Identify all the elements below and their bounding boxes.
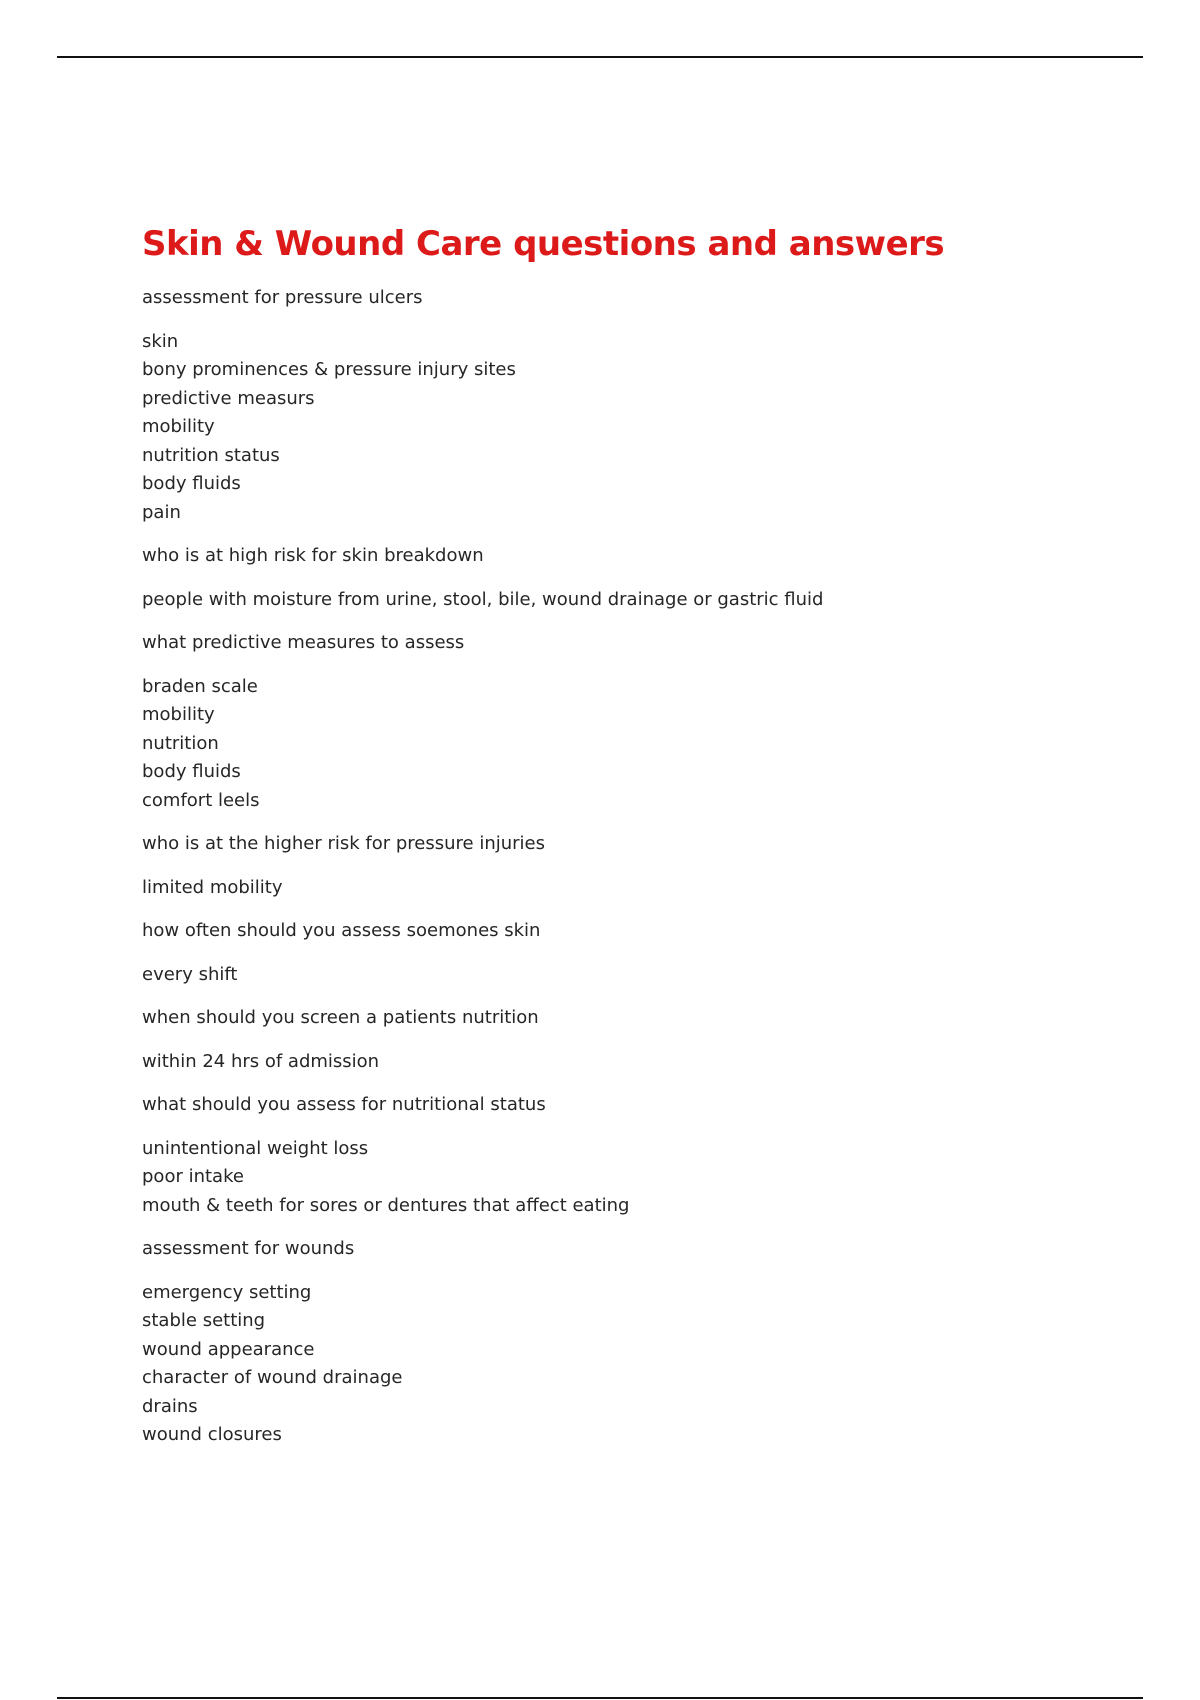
answer-line: wound closures: [142, 1424, 282, 1445]
answer-line: drains: [142, 1395, 198, 1417]
answer-line: stable setting: [142, 1310, 266, 1331]
answer-line: nutrition: [142, 732, 219, 754]
answer-line: emergency setting: [142, 1281, 312, 1303]
answer-line: bony prominences & pressure injury sites: [142, 359, 516, 380]
bottom-rule: [57, 1697, 1143, 1699]
answer-line: character of wound drainage: [142, 1367, 403, 1388]
answer-line: every shift: [142, 963, 238, 985]
qa-item: [142, 629, 1102, 815]
qa-item: [142, 1235, 1102, 1450]
answer-block: [142, 961, 1102, 990]
answer-line: comfort leels: [142, 789, 260, 811]
top-rule: [57, 56, 1143, 58]
answer-line: skin: [142, 330, 179, 352]
document-body: [142, 218, 1102, 1465]
answer-line: mobility: [142, 416, 215, 437]
qa-list: [142, 284, 1102, 1450]
answer-line: within 24 hrs of admission: [142, 1050, 380, 1072]
answer-block: [142, 874, 1102, 903]
answer-line: nutrition status: [142, 444, 280, 466]
question-text: assessment for wounds: [142, 1238, 355, 1259]
question-text: how often should you assess soemones skin: [142, 920, 541, 941]
qa-item: [142, 830, 1102, 902]
answer-line: poor intake: [142, 1166, 244, 1187]
answer-line: body fluids: [142, 761, 241, 782]
qa-item: [142, 284, 1102, 527]
answer-block: [142, 1135, 1102, 1221]
answer-line: limited mobility: [142, 876, 283, 898]
qa-item: [142, 917, 1102, 989]
answer-line: mobility: [142, 704, 215, 725]
document-title: Skin & Wound Care questions and answers: [142, 224, 945, 264]
question-text: assessment for pressure ulcers: [142, 287, 423, 308]
answer-line: mouth & teeth for sores or dentures that affect eating: [142, 1194, 630, 1216]
answer-line: predictive measurs: [142, 387, 315, 409]
qa-item: [142, 542, 1102, 614]
question-text: what should you assess for nutritional status: [142, 1094, 546, 1115]
question-text: who is at the higher risk for pressure injuries: [142, 833, 546, 854]
answer-block: [142, 328, 1102, 528]
answer-block: [142, 586, 1102, 615]
qa-item: [142, 1091, 1102, 1220]
answer-block: [142, 673, 1102, 816]
question-text: what predictive measures to assess: [142, 632, 465, 653]
answer-block: [142, 1048, 1102, 1077]
answer-line: unintentional weight loss: [142, 1137, 369, 1159]
answer-line: pain: [142, 501, 181, 523]
answer-block: [142, 1279, 1102, 1450]
answer-line: people with moisture from urine, stool, bile, wound drainage or gastric fluid: [142, 588, 824, 610]
answer-line: wound appearance: [142, 1338, 315, 1360]
question-text: who is at high risk for skin breakdown: [142, 545, 484, 566]
qa-item: [142, 1004, 1102, 1076]
question-text: when should you screen a patients nutrition: [142, 1007, 539, 1028]
answer-line: body fluids: [142, 473, 241, 494]
answer-line: braden scale: [142, 675, 258, 697]
